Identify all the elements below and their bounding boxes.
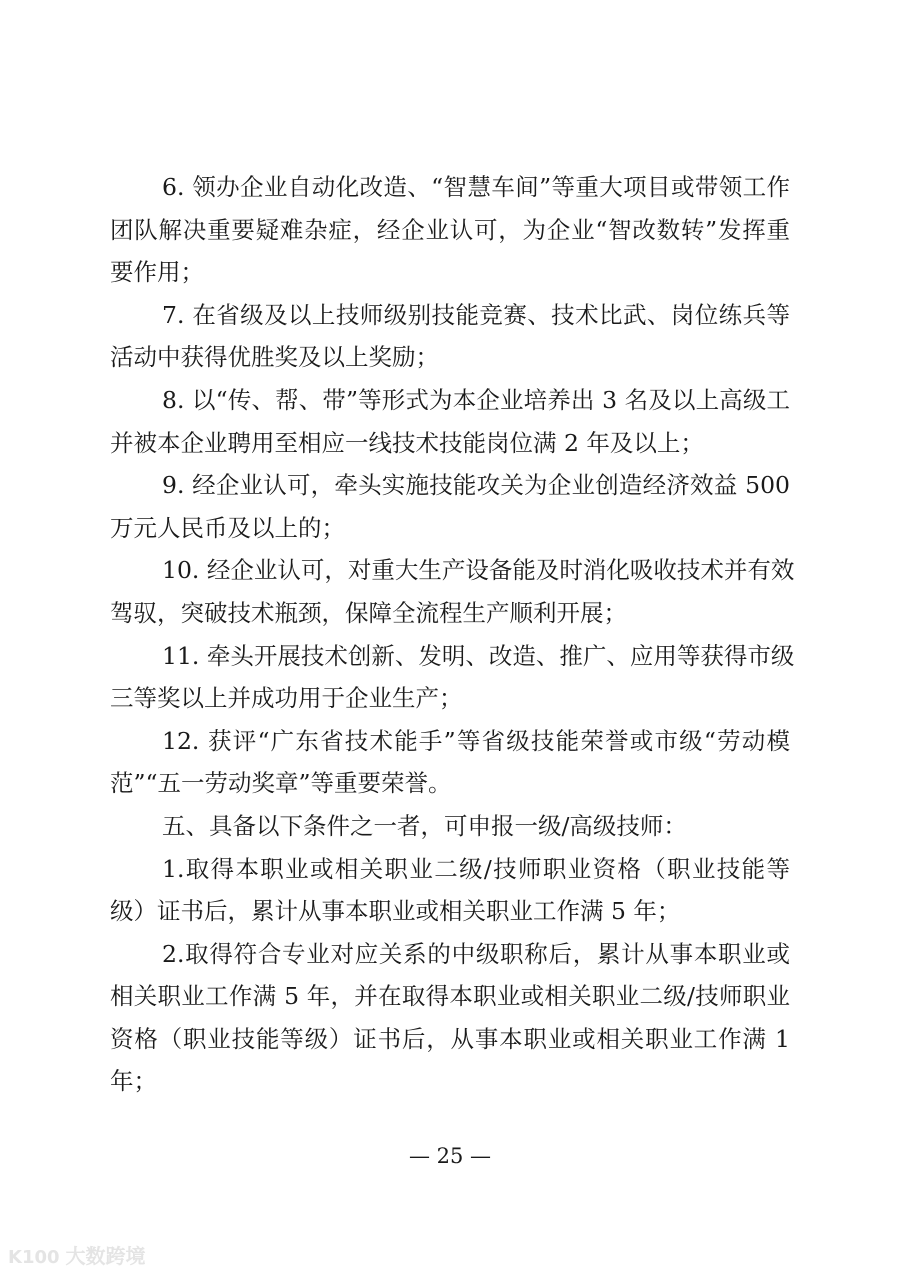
text-line: 1.取得本职业或相关职业二级/技师职业资格（职业技能等 bbox=[162, 854, 790, 883]
text-line: 9. 经企业认可，牵头实施技能攻关为企业创造经济效益 500 bbox=[162, 471, 790, 500]
text-line: 11. 牵头开展技术创新、发明、改造、推广、应用等获得市级 bbox=[162, 641, 795, 670]
text-line: 资格（职业技能等级）证书后，从事本职业或相关职业工作满 1 bbox=[110, 1024, 790, 1053]
text-line: 并被本企业聘用至相应一线技术技能岗位满 2 年及以上； bbox=[110, 428, 704, 457]
paragraph bbox=[110, 464, 790, 549]
text-line: 三等奖以上并成功用于企业生产； bbox=[110, 684, 463, 713]
text-line: 8. 以“传、帮、带”等形式为本企业培养出 3 名及以上高级工 bbox=[162, 385, 790, 414]
watermark-text: 大数跨境 bbox=[65, 1244, 146, 1268]
paragraph bbox=[110, 166, 790, 294]
paragraph bbox=[110, 549, 795, 634]
paragraph bbox=[110, 294, 790, 379]
text-line: 10. 经企业认可，对重大生产设备能及时消化吸收技术并有效 bbox=[162, 556, 795, 585]
paragraph bbox=[110, 635, 795, 720]
text-line: 12. 获评“广东省技术能手”等省级技能荣誉或市级“劳动模 bbox=[162, 726, 790, 755]
paragraph bbox=[110, 805, 790, 848]
document-body bbox=[110, 166, 795, 1103]
text-line: 年； bbox=[110, 1067, 157, 1096]
text-line: 驾驭，突破技术瓶颈，保障全流程生产顺利开展； bbox=[110, 598, 627, 627]
text-line: 7. 在省级及以上技师级别技能竞赛、技术比武、岗位练兵等 bbox=[162, 300, 790, 329]
text-line: 级）证书后，累计从事本职业或相关职业工作满 5 年； bbox=[110, 897, 681, 926]
text-line: 团队解决重要疑难杂症，经企业认可，为企业“智改数转”发挥重 bbox=[110, 215, 790, 244]
paragraph bbox=[110, 933, 790, 1103]
text-line: 范”“五一劳动奖章”等重要荣誉。 bbox=[110, 769, 452, 798]
text-line: 2.取得符合专业对应关系的中级职称后，累计从事本职业或 bbox=[162, 939, 790, 968]
text-line: 6. 领办企业自动化改造、“智慧车间”等重大项目或带领工作 bbox=[162, 173, 790, 201]
text-line: 要作用； bbox=[110, 258, 204, 287]
paragraph bbox=[110, 720, 790, 805]
text-line: 万元人民币及以上的； bbox=[110, 513, 345, 542]
paragraph bbox=[110, 379, 790, 464]
paragraph bbox=[110, 848, 790, 933]
text-line: 五、具备以下条件之一者，可申报一级/高级技师： bbox=[162, 811, 687, 840]
page-number: — 25 — bbox=[408, 1144, 492, 1168]
text-line: 活动中获得优胜奖及以上奖励； bbox=[110, 343, 439, 372]
watermark bbox=[8, 1240, 146, 1269]
text-line: 相关职业工作满 5 年，并在取得本职业或相关职业二级/技师职业 bbox=[110, 982, 790, 1011]
watermark-logo: K100 bbox=[8, 1247, 60, 1268]
